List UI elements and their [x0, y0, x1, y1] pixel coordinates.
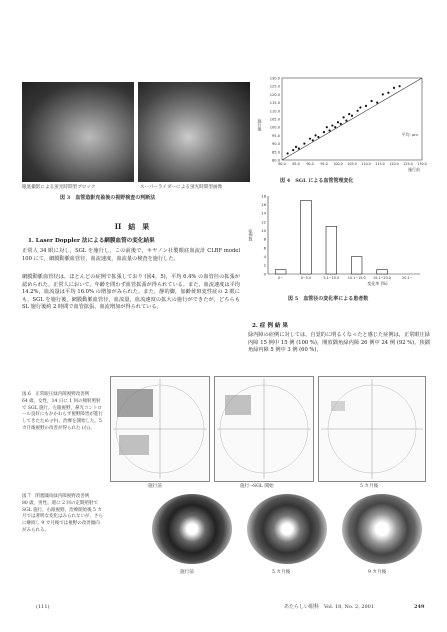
- fig4-xtick-label: 130.0: [417, 162, 427, 166]
- fig4-point: [340, 123, 342, 125]
- fig4-point: [357, 110, 359, 112]
- fig4-point: [371, 100, 373, 102]
- fig4-xtick-label: 125.0: [403, 162, 413, 166]
- case-results-para: 緑内障の症例に対しては，自覚的に明るくなったと感じた症例は，正常眼圧緑内障 15 例中 15 例 (100 %)，開放隅角緑内障 26 例中 24 例 (92 %)。狭隅角緑内障 5 例中 3 例 (60 %)，: [248, 332, 430, 354]
- fig4-ytick-label: 105.0: [269, 117, 280, 122]
- fig4-xtick-label: 95.0: [320, 162, 328, 166]
- fig4-xtick-label: 115.0: [375, 162, 385, 166]
- fig4-xtick-label: 110.0: [361, 162, 371, 166]
- fig4-ytick-label: 115.0: [269, 101, 280, 106]
- fig4-point: [399, 85, 401, 87]
- fig5-ytick-label: 12: [261, 219, 266, 225]
- fig4-point: [345, 120, 347, 122]
- fig3-right-caption: スーパーライダーによる蛍光時間型画像: [140, 185, 223, 190]
- fig6-label-1: 施行前: [148, 484, 162, 489]
- fig6-field-3: [318, 376, 426, 482]
- fig4-ytick-label: 100.0: [269, 125, 280, 130]
- fig5-ytick-label: 0: [263, 271, 266, 277]
- fig3-left-caption: 眼底撮影による蛍光時間型ブロック: [22, 185, 96, 190]
- fig7-field-1: [152, 494, 232, 564]
- fig5-ytick-label: 6: [263, 245, 266, 251]
- fig5-bar: [377, 270, 388, 274]
- fig4-point: [295, 146, 297, 148]
- fig4-point: [292, 149, 294, 151]
- fig4-point: [331, 124, 333, 126]
- fig4-xtick-label: 90.0: [306, 162, 314, 166]
- fig4-ytick-label: 125.0: [269, 84, 280, 89]
- fig5-ylabel: 症例数: [248, 229, 254, 241]
- footer-journal: あたらしい眼科 Vol. 18, No. 2, 2001: [284, 604, 375, 610]
- fig7-label-3: 9 カ月後: [368, 570, 387, 575]
- fig7-field-3: [342, 494, 422, 564]
- fig3-right-photo: [138, 82, 250, 182]
- fig4-point: [337, 121, 339, 123]
- fig5-xlabel: 変化率 (%): [367, 281, 388, 286]
- fig4-ytick-label: 90.0: [271, 142, 280, 147]
- subsection-1-heading: 1. Laser Doppler 法による網膜血管の変化結果: [28, 238, 155, 244]
- section2-para2: 網膜動脈血管径は，ほとんどの症例で拡張しており (図4，5)，平均 6.4% の血管径の拡張が認められた。正常人において，年齢を問わず血管拡張が得られている。また，血流速度は平均 14.2%，血流量は平均 16.0% の増加がみられた。また，静的脚，加齢黄斑変性症の 2 眼にも，SGL を施行後，網膜動脈血管径，血流量，血流速度の拡大の施行ができたが，どちらも SL 施行後約 2 時間で血管拡張，血流増加が得られている。: [22, 274, 240, 311]
- fig7-field-2: [247, 494, 327, 564]
- fig4-point: [298, 147, 300, 149]
- fig4-point: [376, 102, 378, 104]
- footer-page: 249: [414, 604, 425, 610]
- fig7-label-1: 施行前: [180, 570, 194, 575]
- fig4-point: [393, 87, 395, 89]
- fig4-ytick-label: 130.0: [269, 76, 280, 81]
- fig4-ytick-label: 95.0: [271, 133, 280, 138]
- fig6-field-1: [110, 376, 210, 482]
- fig4-xtick-label: 120.0: [389, 162, 399, 166]
- fig5-bar: [351, 257, 362, 274]
- fig4-xtick-label: 100.0: [333, 162, 343, 166]
- fig6-field-2: [214, 376, 314, 482]
- fig5-xtick-label: 15.1~20.0: [373, 276, 391, 280]
- fig4-unit-label: 平均: μm: [401, 132, 418, 137]
- fig4-point: [351, 115, 353, 117]
- fig5-chart: [248, 192, 433, 292]
- fig7-caption: 図 7 閉塞隅角緑内障視野改善例 80 歳，男性。週に 2 回の定期照射で SGL 施行，右眼視野。治療開始後 5 カ月では著明な変化はみられないが，さらに継続し 9 カ月後では視野の改善傾向がみられる。: [22, 494, 103, 533]
- fig4-point: [317, 136, 319, 138]
- fig5-ytick-label: 8: [263, 236, 266, 242]
- fig4-point: [343, 116, 345, 118]
- fig4-point: [329, 129, 331, 131]
- footer-left: (111): [36, 604, 50, 610]
- fig3-left-photo: [22, 82, 134, 182]
- fig5-ytick-label: 14: [261, 210, 266, 216]
- fig5-xtick-label: 0~: [278, 276, 284, 280]
- fig6-label-3: 5 カ月後: [360, 484, 379, 489]
- fig4-xtick-label: 105.0: [347, 162, 357, 166]
- fig5-ytick-label: 4: [263, 254, 266, 260]
- fig4-ytick-label: 85.0: [271, 150, 280, 155]
- fig7-label-2: 5 カ月後: [272, 570, 291, 575]
- fig4-point: [303, 143, 305, 145]
- fig3-title: 図 3 血管造影充盈後の視野検査の判断法: [60, 195, 156, 201]
- fig6-field-2-plot: [215, 377, 313, 481]
- fig4-xtick-label: 85.0: [292, 162, 300, 166]
- fig4-point: [287, 152, 289, 154]
- fig4-ytick-label: 80.0: [271, 158, 280, 163]
- fig6-caption: 図 6 正常眼圧緑内障視野改善例 64 歳，女性，14 日に 1 回の頻射照射で SGL 施行。左眼視野，鼻光コントロール良好にもかかわらず視野障害が進行してきたため (中)，治療を開始した。5 カ月後視野の改善が得られた (右)。: [22, 392, 103, 431]
- subsection-2-heading: 2. 症 例 結 果: [252, 323, 289, 329]
- fig5-ytick-label: 18: [261, 193, 266, 199]
- fig4-title: 図 4 SGL による血管管理変化: [280, 178, 354, 184]
- fig4-xlabel: 施行前: [408, 167, 420, 172]
- fig4-point: [365, 105, 367, 107]
- fig5-xtick-label: 0~5.0: [300, 276, 312, 280]
- fig6-label-2: 施行→SGL 開始: [240, 484, 274, 489]
- fig5-bar: [301, 200, 312, 274]
- section2-para1: 正常人 34 眼に対し，SGL を施行し，この前後で，キヤノン社製眼底血流計 CLBF model 100 にて，網膜動脈血管径，血流速度，血流量の検査を施行した。: [22, 248, 240, 262]
- fig4-ytick-label: 110.0: [269, 109, 280, 114]
- fig4-point: [312, 139, 314, 141]
- fig6-field-3-plot: [319, 377, 425, 481]
- fig4-xtick-label: 80.0: [278, 162, 286, 166]
- fig4-point: [387, 92, 389, 94]
- fig5-title: 図 5 血管径の変化率による患者数: [288, 296, 369, 302]
- fig4-point: [315, 134, 317, 136]
- fig4-point: [323, 131, 325, 133]
- fig4-ylabel: 施行後: [257, 119, 263, 131]
- fig4-point: [309, 138, 311, 140]
- fig5-bar: [326, 226, 337, 274]
- fig4-reference-line: [282, 78, 422, 160]
- fig4-point: [382, 93, 384, 95]
- fig5-ytick-label: 2: [263, 262, 266, 268]
- fig6-field-1-plot: [111, 377, 209, 481]
- fig5-xtick-label: 10.1~15.0: [347, 276, 366, 280]
- fig4-point: [326, 126, 328, 128]
- fig5-xtick-label: 20.1~: [402, 276, 413, 280]
- fig4-chart: [252, 74, 432, 178]
- section-heading: II 結 果: [114, 222, 150, 231]
- fig5-xtick-label: 5.1~10.0: [323, 276, 340, 280]
- fig4-point: [334, 126, 336, 128]
- fig5-ytick-label: 10: [261, 228, 266, 234]
- fig5-bar: [275, 270, 286, 274]
- fig5-ytick-label: 16: [261, 202, 266, 208]
- fig4-point: [348, 113, 350, 115]
- fig4-point: [359, 106, 361, 108]
- fig4-ytick-label: 120.0: [269, 92, 280, 97]
